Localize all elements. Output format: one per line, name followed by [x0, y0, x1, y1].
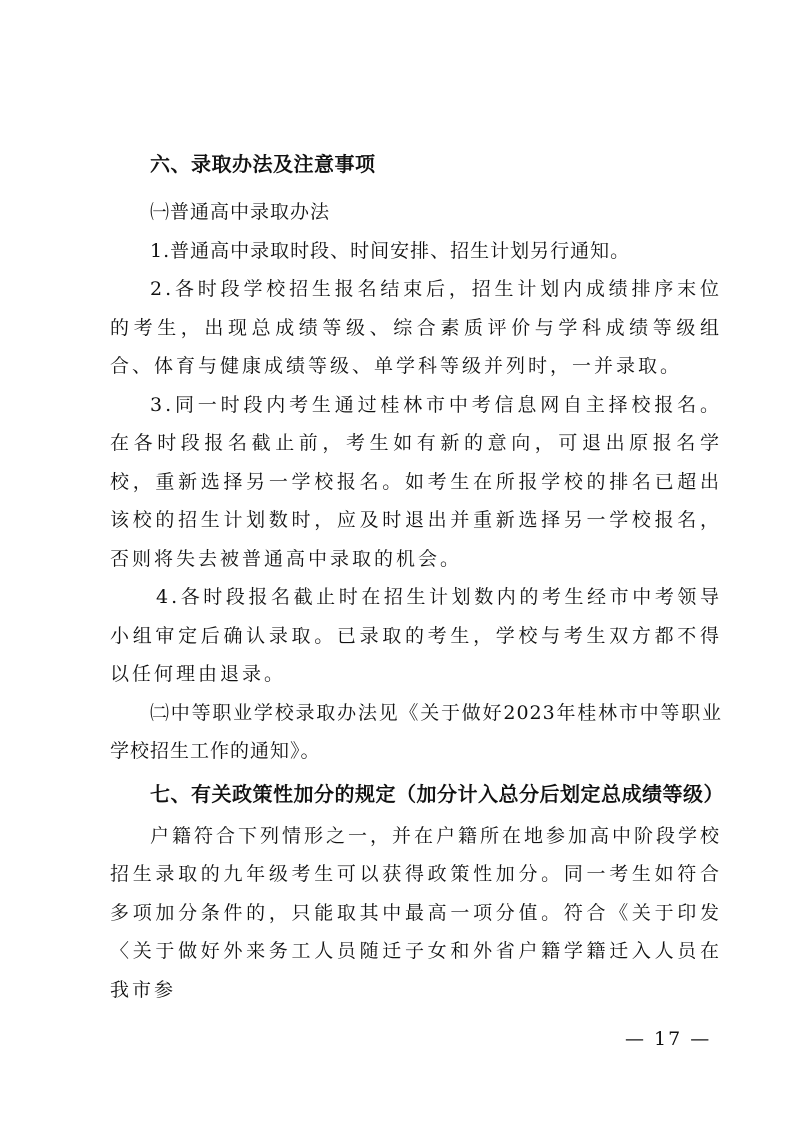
subsection-1-title: ㈠普通高中录取办法 [150, 201, 331, 223]
section-7-paragraph-1: 户籍符合下列情形之一，并在户籍所在地参加高中阶段学校招生录取的九年级考生可以获得政策性加分。同一考生如符合多项加分条件的，只能取其中最高一项分值。符合《关于印发〈关于做好外来务工人员随迁子女和外省户籍学籍迁入人员在我市参 [110, 824, 723, 1001]
paragraph-item-1: 1.普通高中录取时段、时间安排、招生计划另行通知。 [150, 239, 631, 262]
paragraph-item-4: 4.各时段报名截止时在招生计划数内的考生经市中考领导小组审定后确认录取。已录取的考生，学校与考生双方都不得以任何理由退录。 [110, 586, 722, 685]
page-number: — 17 — [625, 1028, 712, 1050]
document-body [110, 148, 722, 1009]
subsection-2-paragraph: ㈡中等职业学校录取办法见《关于做好2023年桂林市中等职业学校招生工作的通知》。 [110, 701, 722, 762]
section-7-heading: 七、有关政策性加分的规定（加分计入总分后划定总成绩等级） [150, 781, 724, 806]
paragraph-item-2: 2.各时段学校招生报名结束后，招生计划内成绩排序末位的考生，出现总成绩等级、综合素质评价与学科成绩等级组合、体育与健康成绩等级、单学科等级并列时，一并录取。 [110, 278, 722, 377]
paragraph-item-3: 3.同一时段内考生通过桂林市中考信息网自主择校报名。在各时段报名截止前，考生如有新的意向，可退出原报名学校，重新选择另一学校报名。如考生在所报学校的排名已超出该校的招生计划数时，应及时退出并重新选择另一学校报名，否则将失去被普通高中录取的机会。 [110, 393, 722, 570]
section-6-heading: 六、录取办法及注意事项 [150, 152, 376, 176]
